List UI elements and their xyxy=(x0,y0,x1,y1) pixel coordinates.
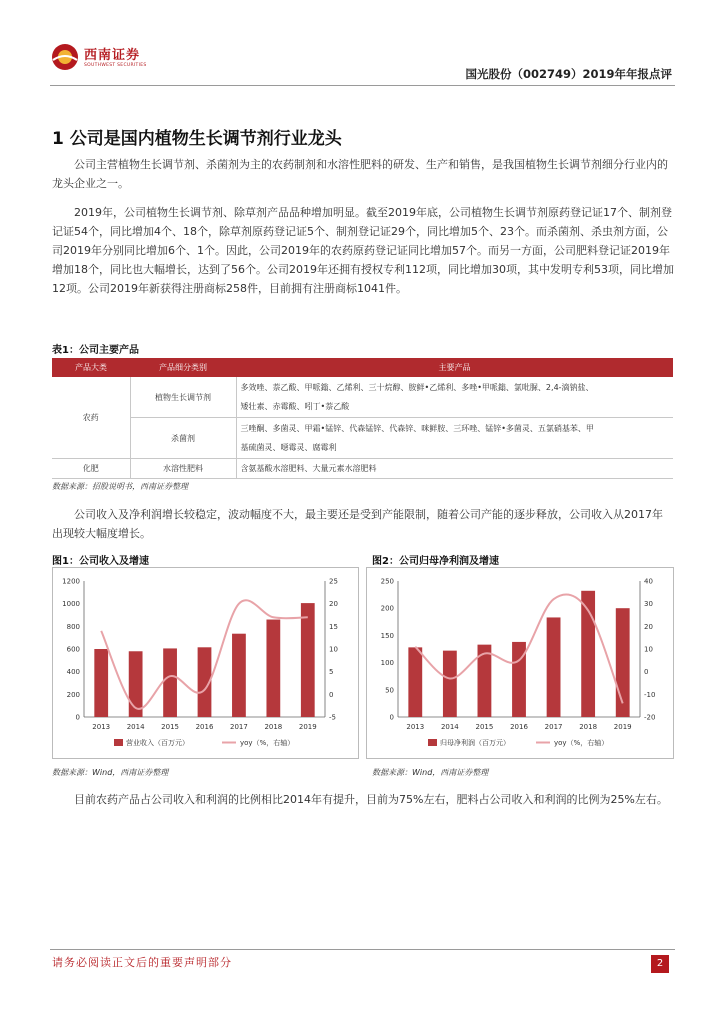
table-cell-products: 含氨基酸水溶肥料、大量元素水溶肥料 xyxy=(236,459,673,479)
x-tick-label: 2013 xyxy=(406,723,425,731)
bar xyxy=(266,620,280,717)
right-tick-label: 0 xyxy=(644,668,649,677)
report-title: 国光股份（002749）2019年年报点评 xyxy=(465,67,672,81)
table-source: 数据来源：招股说明书，西南证券整理 xyxy=(52,482,188,491)
right-tick-label: 20 xyxy=(329,600,338,609)
left-tick-label: 0 xyxy=(75,713,80,722)
table-cell-subcategory: 植物生长调节剂 xyxy=(130,377,236,418)
right-tick-label: 25 xyxy=(329,577,338,586)
paragraph-mix: 目前农药产品占公司收入和利润的比例相比2014年有提升，目前为75%左右，肥料占公司收入和利润的比例为25%左右。 xyxy=(74,793,668,806)
table-row xyxy=(52,377,673,418)
legend-bar-label: 归母净利润（百万元） xyxy=(440,739,510,747)
revenue-chart xyxy=(52,567,359,759)
bar xyxy=(232,634,246,717)
x-tick-label: 2017 xyxy=(544,723,563,731)
bar xyxy=(163,648,177,717)
left-tick-label: 0 xyxy=(389,713,394,722)
legend-line-label: yoy（%，右轴） xyxy=(240,739,295,747)
paragraph-registrations: 2019年，公司植物生长调节剂、除草剂产品品种增加明显。截至2019年底，公司植物生长调节剂原药登记证17个、制剂登记证54个，同比增加4个、18个，除草剂原药登记证5个、制剂登记证29个，同比增加5个、23个。而杀菌剂、杀虫剂方面，公司2019年分别同比增加6个、1个。因此，公司2019年的农药原药登记证同比增加57个。而另一方面，公司肥料登记证2019年增加18个，同比也大幅增长，达到了56个。公司2019年还拥有授权专利112项，同比增加30项，其中发明专利53项，同比增加12项。公司2019年新获得注册商标258件，目前拥有注册商标1041件。 xyxy=(52,206,674,295)
right-tick-label: 10 xyxy=(644,645,653,654)
table-cell-subcategory: 杀菌剂 xyxy=(130,418,236,459)
table-caption: 表1：公司主要产品 xyxy=(52,345,139,356)
paragraph-intro: 公司主营植物生长调节剂、杀菌剂为主的农药制剂和水溶性肥料的研发、生产和销售，是我国植物生长调节剂细分行业内的龙头企业之一。 xyxy=(52,158,668,190)
table-header: 产品细分类别 xyxy=(130,358,236,377)
x-tick-label: 2019 xyxy=(298,723,317,731)
left-tick-label: 100 xyxy=(380,659,394,668)
right-tick-label: -5 xyxy=(329,713,336,722)
right-tick-label: -20 xyxy=(644,713,656,722)
bar xyxy=(94,649,108,717)
company-logo xyxy=(50,42,160,74)
x-tick-label: 2015 xyxy=(475,723,494,731)
left-tick-label: 800 xyxy=(66,622,80,631)
figure1-source: 数据来源：Wind，西南证券整理 xyxy=(52,768,169,777)
figure1-caption: 图1：公司收入及增速 xyxy=(52,556,149,567)
product-table xyxy=(52,358,673,479)
left-tick-label: 400 xyxy=(66,668,80,677)
left-tick-label: 50 xyxy=(385,686,394,695)
logo-chinese: 西南证券 xyxy=(84,48,141,63)
table-cell-subcategory: 水溶性肥料 xyxy=(130,459,236,479)
logo-english: SOUTHWEST SECURITIES xyxy=(84,63,147,68)
right-tick-label: 0 xyxy=(329,690,334,699)
x-tick-label: 2017 xyxy=(230,723,248,731)
footer-disclaimer: 请务必阅读正文后的重要声明部分 xyxy=(52,956,232,969)
table-header: 产品大类 xyxy=(52,358,130,377)
right-tick-label: 40 xyxy=(644,577,653,586)
page-number: 2 xyxy=(651,955,669,973)
footer-divider xyxy=(50,949,675,950)
table-row xyxy=(52,459,673,479)
x-tick-label: 2016 xyxy=(510,723,528,731)
legend-bar-label: 营业收入（百万元） xyxy=(126,739,189,747)
table-cell-products xyxy=(236,377,673,418)
bar xyxy=(547,617,561,717)
section-title: 1 公司是国内植物生长调节剂行业龙头 xyxy=(52,129,342,149)
table-cell-category: 化肥 xyxy=(52,459,130,479)
bar xyxy=(408,647,422,717)
figure2-source: 数据来源：Wind，西南证券整理 xyxy=(372,768,489,777)
right-tick-label: 20 xyxy=(644,622,653,631)
x-tick-label: 2015 xyxy=(161,723,179,731)
legend-bar-swatch xyxy=(114,739,123,746)
left-tick-label: 250 xyxy=(380,577,394,586)
left-tick-label: 1000 xyxy=(62,600,80,609)
right-tick-label: 30 xyxy=(644,600,653,609)
right-tick-label: 5 xyxy=(329,668,334,677)
header-divider xyxy=(50,85,675,86)
right-tick-label: 10 xyxy=(329,645,338,654)
legend-line-label: yoy（%，右轴） xyxy=(554,739,609,747)
left-tick-label: 200 xyxy=(380,604,394,613)
x-tick-label: 2016 xyxy=(195,723,214,731)
paragraph-growth: 公司收入及净利润增长较稳定，波动幅度不大，最主要还是受到产能限制，随着公司产能的逐步释放，公司收入从2017年 出现较大幅度增长。 xyxy=(52,508,663,540)
left-tick-label: 1200 xyxy=(62,577,80,586)
bar xyxy=(301,603,315,717)
x-tick-label: 2013 xyxy=(92,723,111,731)
left-tick-label: 600 xyxy=(66,645,80,654)
logo-emblem-icon xyxy=(50,42,80,72)
product-line: 三唑酮、多菌灵、甲霜•锰锌、代森锰锌、代森锌、咪鲜胺、三环唑、锰锌•多菌灵、五氯硝基苯、甲 xyxy=(240,424,594,433)
x-tick-label: 2018 xyxy=(579,723,598,731)
product-line: 矮壮素、赤霉酸、吲丁•萘乙酸 xyxy=(240,402,350,411)
figure2-caption: 图2：公司归母净利润及增速 xyxy=(372,556,499,567)
right-tick-label: -10 xyxy=(644,690,656,699)
bar xyxy=(443,651,457,717)
table-header-row xyxy=(52,358,673,377)
product-line: 基硫菌灵、噁霉灵、腐霉利 xyxy=(240,443,337,452)
table-cell-products xyxy=(236,418,673,459)
legend-bar-swatch xyxy=(428,739,437,746)
net-profit-chart xyxy=(366,567,674,759)
x-tick-label: 2014 xyxy=(440,723,459,731)
table-row xyxy=(52,418,673,459)
x-tick-label: 2014 xyxy=(126,723,145,731)
left-tick-label: 200 xyxy=(66,690,80,699)
x-tick-label: 2019 xyxy=(613,723,632,731)
right-tick-label: 15 xyxy=(329,622,338,631)
x-tick-label: 2018 xyxy=(264,723,283,731)
table-header: 主要产品 xyxy=(236,358,673,377)
table-cell-category: 农药 xyxy=(52,377,130,459)
product-line: 多效唑、萘乙酸、甲哌鎓、乙烯利、三十烷醇、胺鲜•乙烯利、多唑•甲哌鎓、氯吡脲、2,4-滴钠盐、 xyxy=(240,383,594,392)
left-tick-label: 150 xyxy=(380,631,394,640)
